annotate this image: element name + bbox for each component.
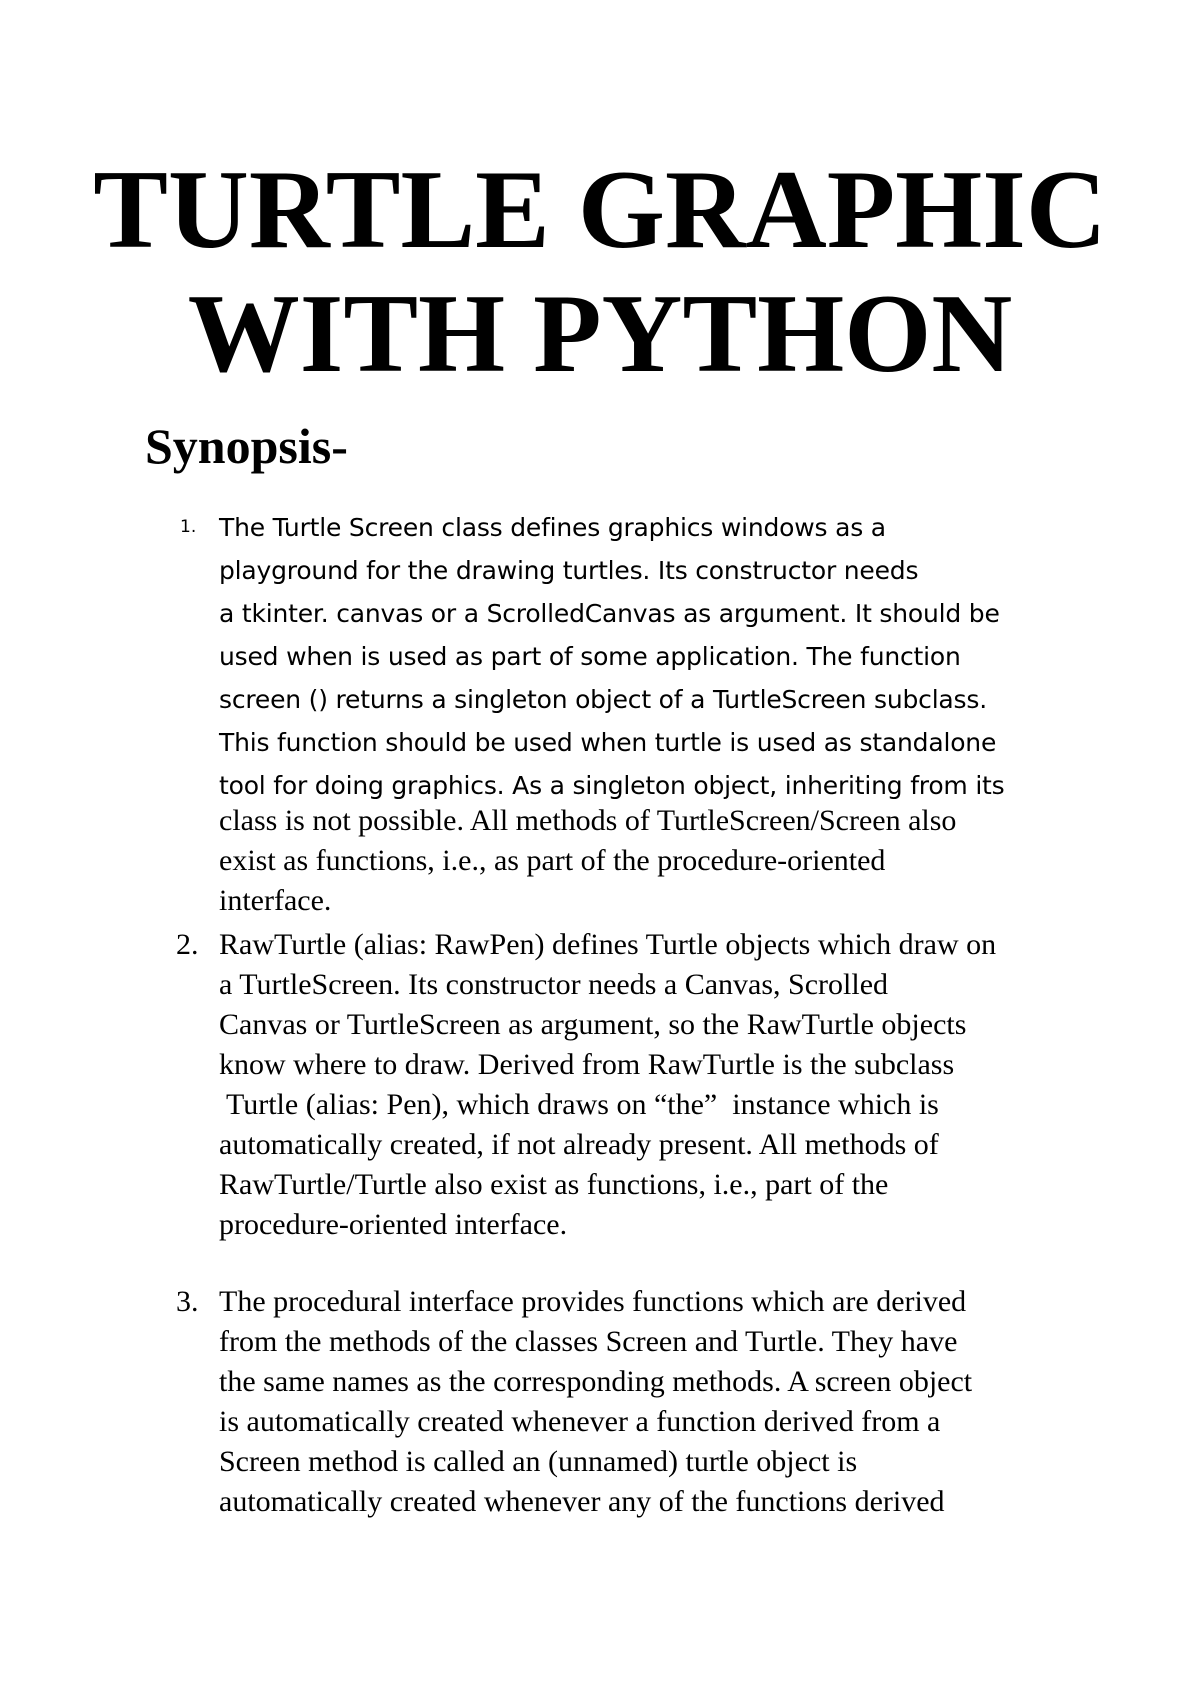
text-line: Canvas or TurtleScreen as argument, so the RawTurtle objects [219, 1008, 967, 1041]
text-line: Turtle (alias: Pen), which draws on “the” instance which is [219, 1088, 939, 1121]
list-item-text-continued [219, 801, 1099, 921]
text-line: class is not possible. All methods of TurtleScreen/Screen also [219, 804, 957, 837]
text-line: automatically created whenever any of the functions derived [219, 1485, 945, 1518]
list-number: 1. [180, 517, 197, 537]
text-line: from the methods of the classes Screen and Turtle. They have [219, 1325, 958, 1358]
list-item-text [219, 506, 1099, 807]
list-item-text [219, 1282, 1099, 1522]
text-line: exist as functions, i.e., as part of the procedure-oriented [219, 844, 886, 877]
document-title [0, 148, 1200, 396]
text-line: interface. [219, 884, 332, 917]
text-line: is automatically created whenever a function derived from a [219, 1405, 941, 1438]
text-line: This function should be used when turtle is used as standalone [219, 728, 997, 757]
text-line: a tkinter. canvas or a ScrolledCanvas as argument. It should be [219, 599, 1000, 628]
text-line: RawTurtle/Turtle also exist as functions, i.e., part of the [219, 1168, 889, 1201]
text-line: a TurtleScreen. Its constructor needs a Canvas, Scrolled [219, 968, 889, 1001]
text-line: procedure-oriented interface. [219, 1208, 568, 1241]
synopsis-heading: Synopsis- [145, 418, 348, 474]
title-line-1: TURTLE GRAPHIC [93, 148, 1107, 272]
text-line: The procedural interface provides functions which are derived [219, 1285, 967, 1318]
list-number: 3. [176, 1285, 199, 1318]
text-line: tool for doing graphics. As a singleton object, inheriting from its [219, 771, 1005, 800]
text-line: RawTurtle (alias: RawPen) defines Turtle objects which draw on [219, 928, 997, 961]
list-item-text [219, 925, 1099, 1245]
text-line: automatically created, if not already present. All methods of [219, 1128, 939, 1161]
text-line: the same names as the corresponding methods. A screen object [219, 1365, 973, 1398]
text-line: used when is used as part of some application. The function [219, 642, 961, 671]
text-line: The Turtle Screen class defines graphics windows as a [219, 513, 886, 542]
title-line-2: WITH PYTHON [187, 272, 1013, 396]
text-line: screen () returns a singleton object of a TurtleScreen subclass. [219, 685, 987, 714]
text-line: know where to draw. Derived from RawTurtle is the subclass [219, 1048, 955, 1081]
list-number: 2. [176, 928, 199, 961]
text-line: playground for the drawing turtles. Its constructor needs [219, 556, 919, 585]
text-line: Screen method is called an (unnamed) turtle object is [219, 1445, 858, 1478]
